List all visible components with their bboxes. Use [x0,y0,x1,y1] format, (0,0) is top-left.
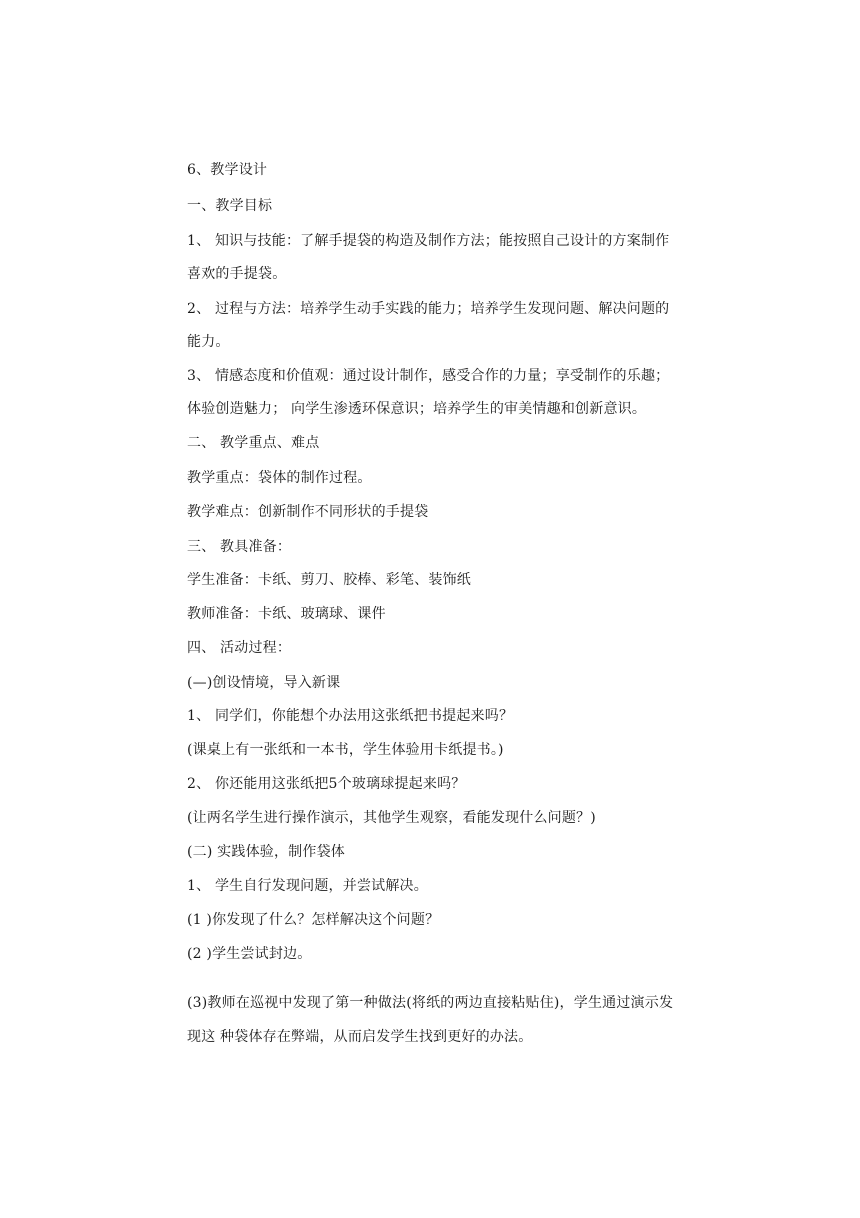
objective-2-line-1: 2、 过程与方法：培养学生动手实践的能力；培养学生发现问题、解决问题的 [187,301,670,317]
subheading-objectives: 一、教学目标 [187,198,273,214]
subheading-key-points: 二、 教学重点、难点 [187,435,320,451]
teacher-materials: 教师准备：卡纸、玻璃球、课件 [187,606,386,622]
practice-substep-3-line-1: (3)教师在巡视中发现了第一种做法(将纸的两边直接粘贴住)，学生通过演示发 [187,995,674,1011]
subheading-activity: 四、 活动过程： [187,640,292,656]
practice-substep-2: (2 )学生尝试封边。 [187,946,312,962]
objective-2-line-2: 能力。 [187,334,230,350]
practice-step-1: 1、 学生自行发现问题，并尝试解决。 [187,878,428,894]
objective-1-line-2: 喜欢的手提袋。 [187,266,287,282]
objective-1-line-1: 1、 知识与技能：了解手提袋的构造及制作方法；能按照自己设计的方案制作 [187,233,670,249]
practice-substep-1: (1 )你发现了什么？怎样解决这个问题？ [187,912,440,928]
objective-3-line-1: 3、 情感态度和价值观：通过设计制作，感受合作的力量；享受制作的乐趣； [187,368,670,384]
activity-step-2: 2、 你还能用这张纸把5个玻璃球提起来吗？ [187,776,466,792]
objective-3-line-2: 体验创造魅力； 向学生渗透环保意识；培养学生的审美情趣和创新意识。 [187,401,647,417]
activity-step-1: 1、 同学们，你能想个办法用这张纸把书提起来吗？ [187,708,514,724]
activity-step-1-note: (课桌上有一张纸和一本书，学生体验用卡纸提书。) [187,742,504,758]
activity-part-1-heading: (—)创设情境，导入新课 [187,675,341,691]
key-point-text: 教学重点：袋体的制作过程。 [187,470,372,486]
activity-step-2-note: (让两名学生进行操作演示，其他学生观察，看能发现什么问题？) [187,810,596,826]
practice-substep-3-line-2: 现这 种袋体存在弊端，从而启发学生找到更好的办法。 [187,1029,533,1045]
difficult-point-text: 教学难点：创新制作不同形状的手提袋 [187,504,429,520]
section-heading: 6、教学设计 [187,162,268,178]
student-materials: 学生准备：卡纸、剪刀、胶棒、彩笔、装饰纸 [187,572,471,588]
subheading-materials: 三、 教具准备： [187,539,292,555]
activity-part-2-heading: (二) 实践体验，制作袋体 [187,844,345,860]
